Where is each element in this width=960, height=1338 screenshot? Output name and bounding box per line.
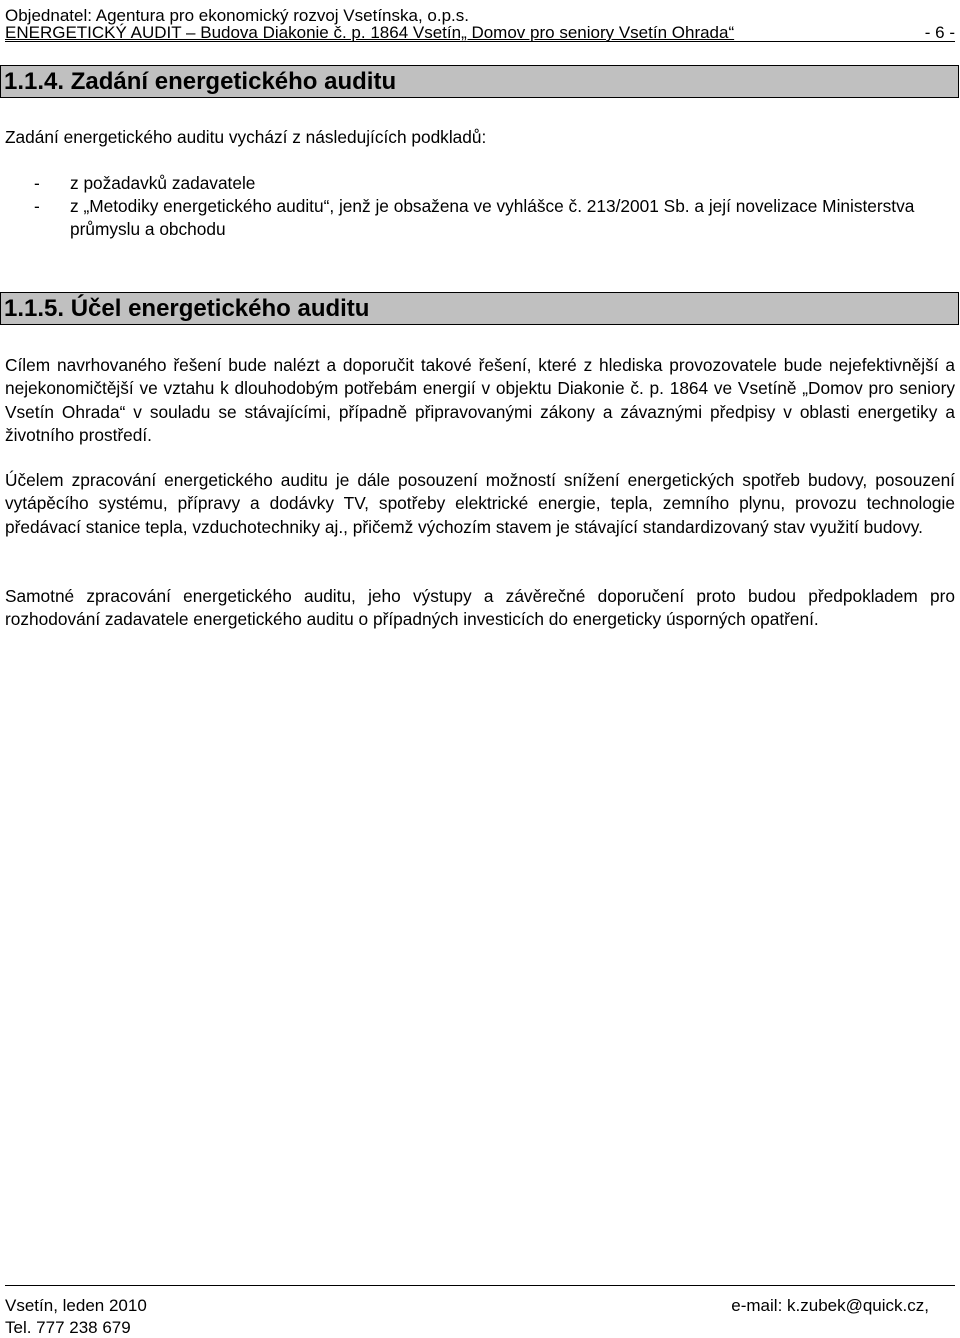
header-rule: [5, 41, 955, 42]
section1-intro: [5, 126, 955, 149]
section2-paragraph-1: [5, 354, 955, 447]
section-heading-zadani: 1.1.4. Zadání energetického auditu: [0, 65, 959, 98]
list-item-text: z „Metodiky energetického auditu“, jenž je obsažena ve vyhlášce č. 213/2001 Sb. a její novelizace Ministerstva průmyslu a obchodu: [70, 196, 915, 239]
footer-email: e-mail: k.zubek@quick.cz,: [731, 1296, 929, 1315]
source-list: [5, 172, 955, 241]
list-item: [5, 195, 955, 241]
footer-line-2: [5, 1318, 955, 1338]
list-item-text: z požadavků zadavatele: [70, 173, 256, 193]
section-heading-ucel: 1.1.5. Účel energetického auditu: [0, 292, 959, 325]
header-project: ENERGETICKÝ AUDIT – Budova Diakonie č. p. 1864 Vsetín„ Domov pro seniory Vsetín Ohrada“: [5, 23, 735, 42]
header-client: Objednatel: Agentura pro ekonomický rozvoj Vsetínska, o.p.s.: [5, 6, 469, 25]
paragraph-text: Samotné zpracování energetického auditu, jeho výstupy a závěrečné doporučení proto budou předpokladem pro rozhodování zadavatele energetického auditu o případných investicích do energeticky úsporných opatření.: [5, 586, 955, 630]
header-project-line: [5, 23, 955, 43]
footer-place-date: Vsetín, leden 2010: [5, 1296, 147, 1315]
list-item: [5, 172, 955, 195]
footer-phone: Tel. 777 238 679: [5, 1318, 131, 1337]
footer-rule: [5, 1285, 955, 1286]
paragraph-text: Cílem navrhovaného řešení bude nalézt a doporučit takové řešení, které z hlediska provozovatele bude nejefektivnější a nejekonomičtější ve vztahu k dlouhodobým potřebám energií v objektu Diakonie č. p. 1864 ve Vsetíně „Domov pro seniory Vsetín Ohrada“ v souladu se stávajícími, případně připravovanými zákony a závaznými předpisy v oblasti energetiky a životního prostředí.: [5, 355, 955, 445]
paragraph-text: Účelem zpracování energetického auditu je dále posouzení možností snížení energetických spotřeb budovy, posouzení vytápěcího systému, přípravy a dodávky TV, spotřeby elektrické energie, tepla, zemního plynu, provozu technologie předávací stanice tepla, vzduchotechniky aj., přičemž výchozím stavem je stávající standardizovaný stav využití budovy.: [5, 470, 955, 537]
page-number: - 6 -: [924, 23, 955, 42]
section2-paragraph-3: [5, 585, 955, 632]
list-dash: -: [34, 173, 40, 193]
list-dash: -: [34, 196, 40, 216]
section2-paragraph-2: [5, 469, 955, 539]
footer-line-1: [5, 1296, 955, 1316]
intro-text: Zadání energetického auditu vychází z následujících podkladů:: [5, 127, 487, 147]
